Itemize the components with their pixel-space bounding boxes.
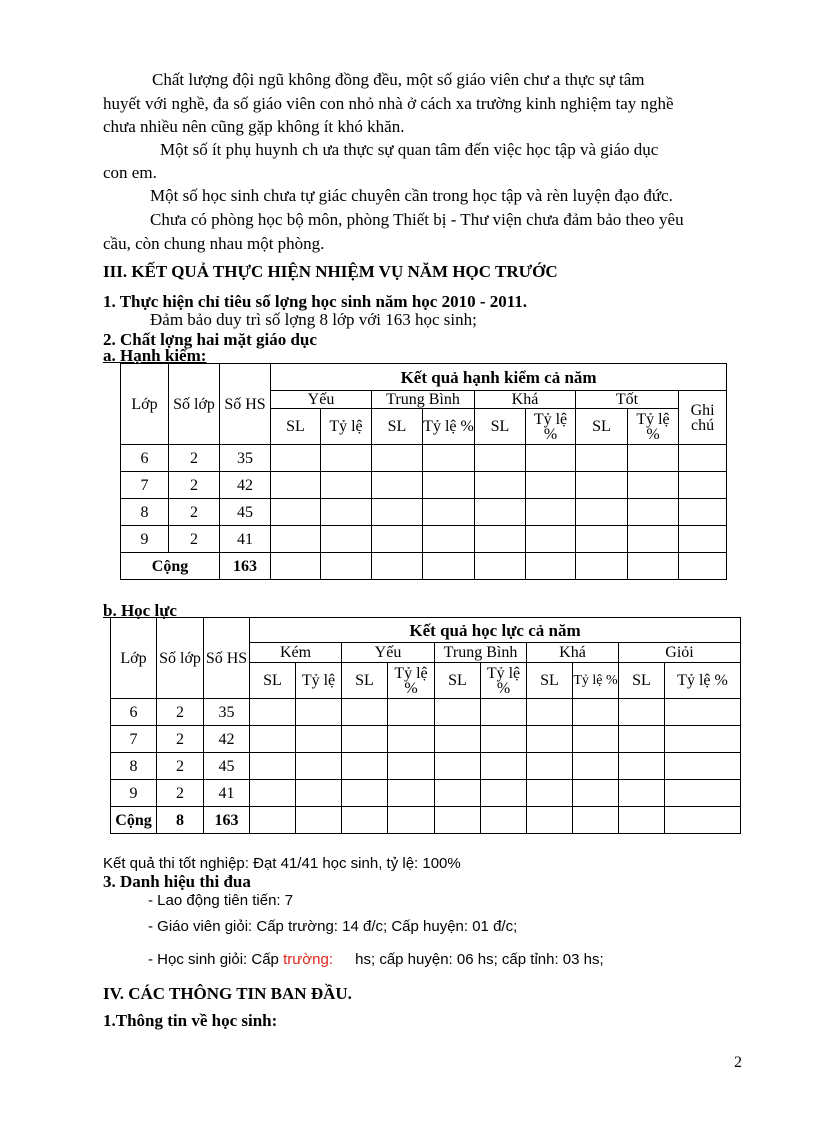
paragraph-line: Chưa có phòng học bộ môn, phòng Thiết bị - Thư viện chưa đảm bảo theo yêu bbox=[150, 210, 684, 229]
table-row bbox=[111, 753, 741, 780]
header-so-lop: Số lớp bbox=[169, 364, 220, 445]
cell-lop: 6 bbox=[111, 699, 157, 726]
header-lop: Lớp bbox=[111, 618, 157, 699]
cell-so-lop: 2 bbox=[157, 726, 204, 753]
group-trung-binh: Trung Bình bbox=[372, 391, 475, 409]
section-heading: III. KẾT QUẢ THỰC HIỆN NHIỆM VỤ NĂM HỌC TRƯỚC bbox=[103, 262, 558, 281]
header-ty-le-pct: Tỷ lệ % bbox=[481, 663, 527, 699]
cell-lop: 6 bbox=[121, 445, 169, 472]
academic-title: Kết quả học lực cả năm bbox=[250, 618, 741, 643]
header-sl: SL bbox=[475, 409, 526, 445]
header-sl: SL bbox=[342, 663, 388, 699]
header-ty-le-pct: Tỷ lệ % bbox=[573, 663, 619, 699]
cell-lop: 7 bbox=[121, 472, 169, 499]
award-red-text: trường: bbox=[283, 951, 333, 968]
subsection-heading: 1. Thực hiện chỉ tiêu số lợng học sinh năm học 2010 - 2011. bbox=[103, 292, 528, 311]
cell-so-hs: 35 bbox=[220, 445, 271, 472]
total-label: Cộng bbox=[111, 807, 157, 834]
cell-so-hs: 41 bbox=[220, 526, 271, 553]
cell-so-hs: 45 bbox=[220, 499, 271, 526]
cell-so-lop: 2 bbox=[169, 445, 220, 472]
subsection-label: a. Hạnh kiểm: bbox=[103, 346, 207, 365]
cell-so-hs: 41 bbox=[204, 780, 250, 807]
paragraph-line: Chất lượng đội ngũ không đồng đều, một số giáo viên chư a thực sự tâm bbox=[152, 70, 645, 89]
subsection-heading: 2. Chất lợng hai mặt giáo dục bbox=[103, 330, 317, 349]
group-yeu: Yếu bbox=[342, 643, 435, 663]
paragraph-line: Một số học sinh chưa tự giác chuyên cần trong học tập và rèn luyện đạo đức. bbox=[150, 186, 673, 205]
cell-so-hs: 35 bbox=[204, 699, 250, 726]
paragraph-line: chưa nhiều nên cũng gặp không ít khó khăn. bbox=[103, 117, 405, 136]
cell-so-lop: 2 bbox=[169, 526, 220, 553]
group-tot: Tốt bbox=[576, 391, 679, 409]
cell-so-lop: 2 bbox=[169, 499, 220, 526]
subsection-label: b. Học lực bbox=[103, 601, 177, 620]
total-label: Cộng bbox=[121, 553, 220, 580]
total-hs: 163 bbox=[204, 807, 250, 834]
cell-lop: 8 bbox=[111, 753, 157, 780]
table-row bbox=[121, 445, 727, 472]
group-kha: Khá bbox=[527, 643, 619, 663]
table-row bbox=[121, 472, 727, 499]
group-yeu: Yếu bbox=[271, 391, 372, 409]
header-sl: SL bbox=[250, 663, 296, 699]
table-row bbox=[121, 526, 727, 553]
cell-lop: 7 bbox=[111, 726, 157, 753]
group-kha: Khá bbox=[475, 391, 576, 409]
table-total-row bbox=[121, 553, 727, 580]
award-line-suffix: hs; cấp huyện: 06 hs; cấp tỉnh: 03 hs; bbox=[355, 951, 604, 968]
graduation-result: Kết quả thi tốt nghiệp: Đạt 41/41 học sinh, tỷ lệ: 100% bbox=[103, 855, 461, 872]
header-ty-le: Tỷ lệ bbox=[321, 409, 372, 445]
cell-lop: 8 bbox=[121, 499, 169, 526]
header-ty-le: Tỷ lệ bbox=[296, 663, 342, 699]
header-so-hs: Số HS bbox=[204, 618, 250, 699]
header-ty-le-pct: Tỷ lệ % bbox=[388, 663, 435, 699]
total-lop: 8 bbox=[157, 807, 204, 834]
total-hs: 163 bbox=[220, 553, 271, 580]
header-sl: SL bbox=[271, 409, 321, 445]
paragraph-line: huyết với nghề, đa số giáo viên con nhỏ nhà ở cách xa trường kinh nghiệm tay nghề bbox=[103, 94, 674, 113]
table-total-row bbox=[111, 807, 741, 834]
cell-so-lop: 2 bbox=[169, 472, 220, 499]
group-kem: Kém bbox=[250, 643, 342, 663]
table-row bbox=[111, 699, 741, 726]
cell-so-hs: 42 bbox=[204, 726, 250, 753]
table-row bbox=[121, 499, 727, 526]
header-ty-le-pct: Tỷ lệ % bbox=[526, 409, 576, 445]
header-ty-le-pct: Tỷ lệ % bbox=[423, 409, 475, 445]
header-sl: SL bbox=[576, 409, 628, 445]
header-ghi-chu: Ghi chú bbox=[679, 391, 727, 445]
header-sl: SL bbox=[435, 663, 481, 699]
subsection-heading: 3. Danh hiệu thi đua bbox=[103, 872, 251, 891]
header-lop: Lớp bbox=[121, 364, 169, 445]
award-line-prefix: - Học sinh giỏi: Cấp bbox=[148, 951, 279, 968]
section-heading: IV. CÁC THÔNG TIN BAN ĐẦU. bbox=[103, 984, 352, 1003]
conduct-table bbox=[120, 363, 727, 580]
paragraph-line: con em. bbox=[103, 163, 157, 182]
header-ty-le-pct: Tỷ lệ % bbox=[628, 409, 679, 445]
group-gioi: Giỏi bbox=[619, 643, 741, 663]
cell-lop: 9 bbox=[121, 526, 169, 553]
award-line bbox=[148, 951, 604, 968]
paragraph-line: Đảm bảo duy trì số lợng 8 lớp với 163 học sinh; bbox=[150, 310, 477, 329]
conduct-title: Kết quả hạnh kiểm cả năm bbox=[271, 364, 727, 391]
award-line: - Giáo viên giỏi: Cấp trường: 14 đ/c; Cấp huyện: 01 đ/c; bbox=[148, 918, 518, 935]
header-so-lop: Số lớp bbox=[157, 618, 204, 699]
academic-table bbox=[110, 617, 741, 834]
header-sl: SL bbox=[619, 663, 665, 699]
cell-so-hs: 42 bbox=[220, 472, 271, 499]
paragraph-line: cầu, còn chung nhau một phòng. bbox=[103, 234, 325, 253]
cell-lop: 9 bbox=[111, 780, 157, 807]
table-row bbox=[111, 726, 741, 753]
cell-so-lop: 2 bbox=[157, 753, 204, 780]
cell-so-lop: 2 bbox=[157, 699, 204, 726]
header-so-hs: Số HS bbox=[220, 364, 271, 445]
award-line: - Lao động tiên tiến: 7 bbox=[148, 892, 294, 909]
group-trung-binh: Trung Bình bbox=[435, 643, 527, 663]
page-number: 2 bbox=[734, 1054, 742, 1071]
header-sl: SL bbox=[372, 409, 423, 445]
paragraph-line: Một số ít phụ huynh ch ưa thực sự quan tâm đến việc học tập và giáo dục bbox=[160, 140, 659, 159]
table-row bbox=[111, 780, 741, 807]
cell-so-hs: 45 bbox=[204, 753, 250, 780]
cell-so-lop: 2 bbox=[157, 780, 204, 807]
header-sl: SL bbox=[527, 663, 573, 699]
header-ty-le-pct: Tỷ lệ % bbox=[665, 663, 741, 699]
subsection-heading: 1.Thông tin về học sinh: bbox=[103, 1011, 278, 1030]
